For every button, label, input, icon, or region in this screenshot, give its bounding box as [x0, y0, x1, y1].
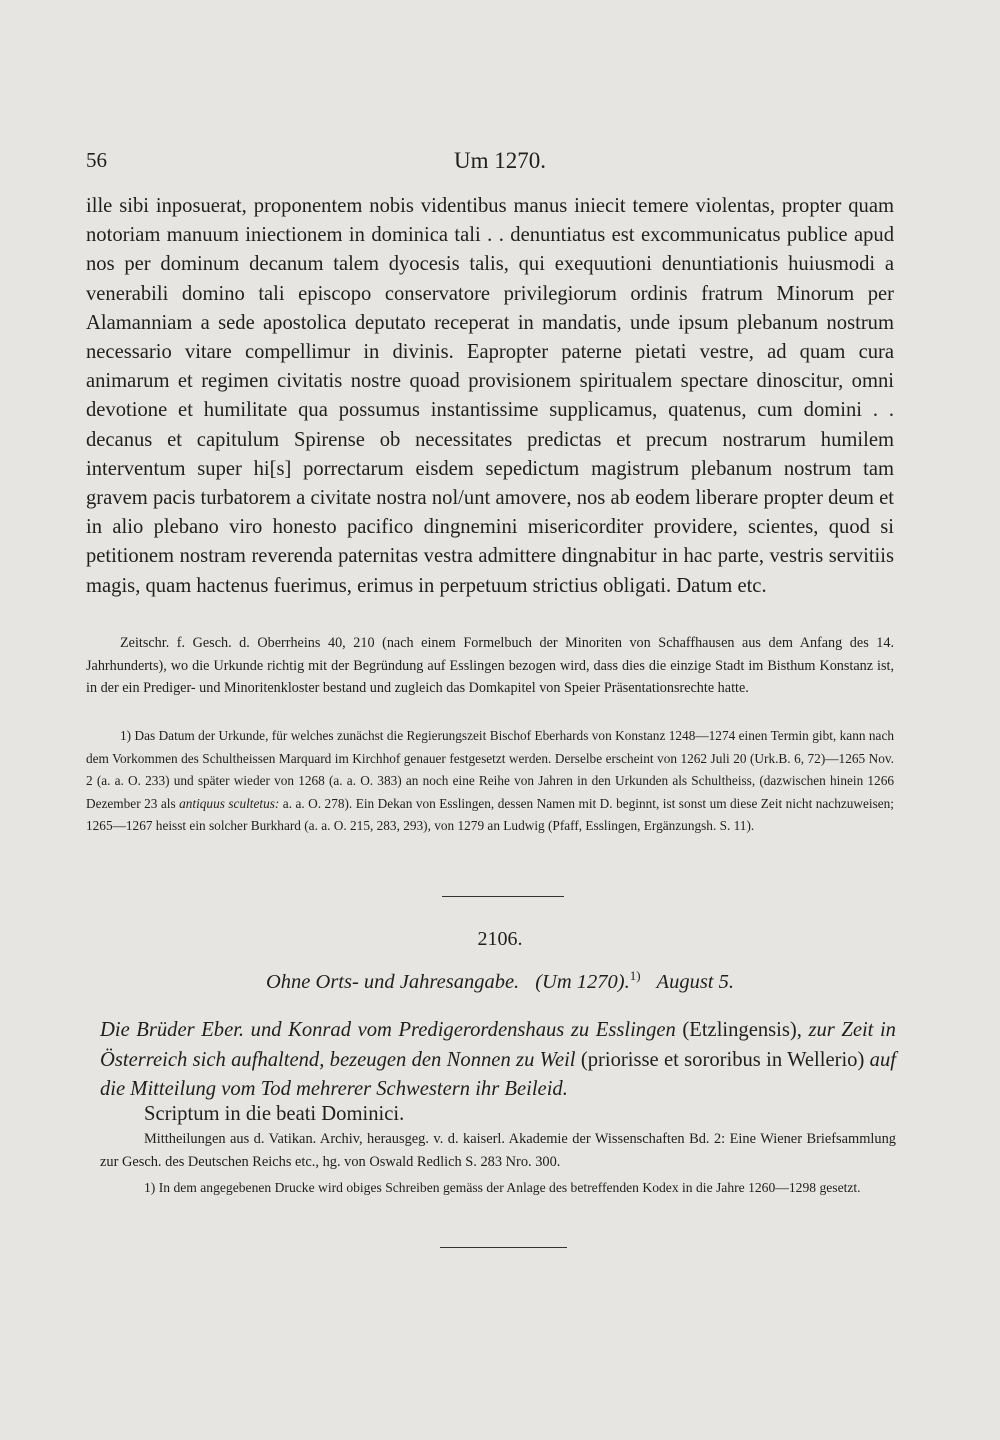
regest-part: auf die Mitteilung vom Tod mehrerer Schwestern ihr Beileid.: [100, 1048, 896, 1100]
page-header: [86, 148, 914, 182]
footnote-text: 1) Das Datum der Urkunde, für welches zunächst die Regierungszeit Bischof Eberhards von Konstanz 1248—1274 einen Termin gibt, kann nach dem Vorkommen des Schultheissen Marquard im Kirchhof genauer festgesetzt werden. Derselbe erscheint von 1262 Juli 20 (Urk.B. 6, 72)—1265 Nov. 2 (a. a. O. 233) und später wieder von 1268 (a. a. O. 383) an noch eine Reihe von Jahren in den Urkunden als Schultheiss, (dazwischen hinein 1266 Dezember 23 als: [86, 728, 894, 811]
document-date-line: [0, 968, 1000, 994]
regest-latin: (priorisse et sororibus in Wellerio): [580, 1048, 865, 1071]
place-year: Ohne Orts- und Jahresangabe.: [266, 970, 520, 993]
footnote-italic: antiquus scultetus:: [179, 795, 280, 811]
regest-part: zur Zeit in Österreich sich aufhaltend, bezeugen den Nonnen zu Weil: [100, 1019, 896, 1071]
regest-summary: [100, 1016, 896, 1105]
footnote-2: 1) In dem angegebenen Drucke wird obiges Schreiben gemäss der Anlage des betreffenden Kodex in die Jahre 1260—1298 gesetzt.: [144, 1180, 861, 1195]
letter-paragraph: ille sibi inposuerat, proponentem nobis videntibus manus iniecit temere violentas, propter quam notoriam manuum iniectionem in dominica tali . . denuntiatus est excommunicatus publice apud nos per dominum decanum talem dyocesis talis, qui exequutioni denuntiationis huiusmodi a venerabili domino tali episcopo conservatore privilegiorum ordinis fratrum Minorum per Alamanniam a sede apostolica deputato receperat in mandatis, unde ipsum plebanum nostrum necessario vitare compellimur in divinis. Eapropter paterne pietati vestre, ad quam cura animarum et regimen civitatis nostre quoad provisionem spiritualem spectare dinoscitur, omni devotione et humilitate qua possumus instantissime supplicamus, quatenus, cum domini . . decanus et capitulum Spirense ob necessitates predictas et precum nostrarum humilem interventum super hi[s] porrectarum eisdem sepedictum magistrum plebanum nostrum tam gravem pacis turbatorem a civitate nostra nol/unt amovere, nos ab eodem liberare propter deum et in alio plebano viro honesto pacifico dingnemini misericorditer providere, scientes, quod si petitionem nostram reverenda paternitas vestra admittere dingnabitur in hac parte, vestris servitiis magis, quam hactenus fuerimus, erimus in perpetuum strictius obligati. Datum etc.: [86, 195, 894, 597]
datum-line: Scriptum in die beati Dominici.: [144, 1103, 405, 1125]
source-note: Zeitschr. f. Gesch. d. Oberrheins 40, 210 (nach einem Formelbuch der Minoriten von Schaffhausen aus dem Anfang des 14. Jahrhunderts), wo die Urkunde richtig mit der Begründung auf Esslingen bezogen wird, dass dies die einzige Stadt im Bisthum Konstanz ist, in der ein Prediger- und Minoritenkloster bestand und zugleich das Domkapitel von Speier Präsentationsrechte hatte.: [86, 635, 894, 697]
document-number: 2106.: [477, 928, 523, 950]
document-date: August 5.: [656, 970, 734, 993]
source-note-2: Mittheilungen aus d. Vatikan. Archiv, herausgeg. v. d. kaiserl. Akademie der Wissenschaften Bd. 2: Eine Wiener Briefsammlung zur Gesch. des Deutschen Reichs etc., hg. von Oswald Redlich S. 283 Nro. 300.: [100, 1131, 896, 1170]
end-divider: [440, 1247, 567, 1248]
footnote-text-end: a. a. O. 278). Ein Dekan von Esslingen, dessen Namen mit D. beginnt, ist sonst um diese Zeit nicht nachzuweisen; 1265—1267 heisst ein solcher Burkhard (a. a. O. 215, 283, 293), von 1279 an Ludwig (Pfaff, Esslingen, Ergänzungsh. S. 11).: [86, 795, 895, 834]
running-title: Um 1270.: [454, 148, 546, 173]
regest-latin: (Etzlingensis),: [682, 1019, 802, 1041]
footnote-marker: 1): [629, 968, 641, 983]
footnote: [86, 725, 894, 838]
regest-part: Die Brüder Eber. und Konrad vom Predigerordenshaus zu Esslingen: [100, 1019, 676, 1041]
page-number: 56: [86, 148, 107, 172]
letter-text: [86, 192, 894, 601]
section-divider: [442, 896, 564, 897]
date-paren: (Um 1270).: [535, 970, 630, 993]
